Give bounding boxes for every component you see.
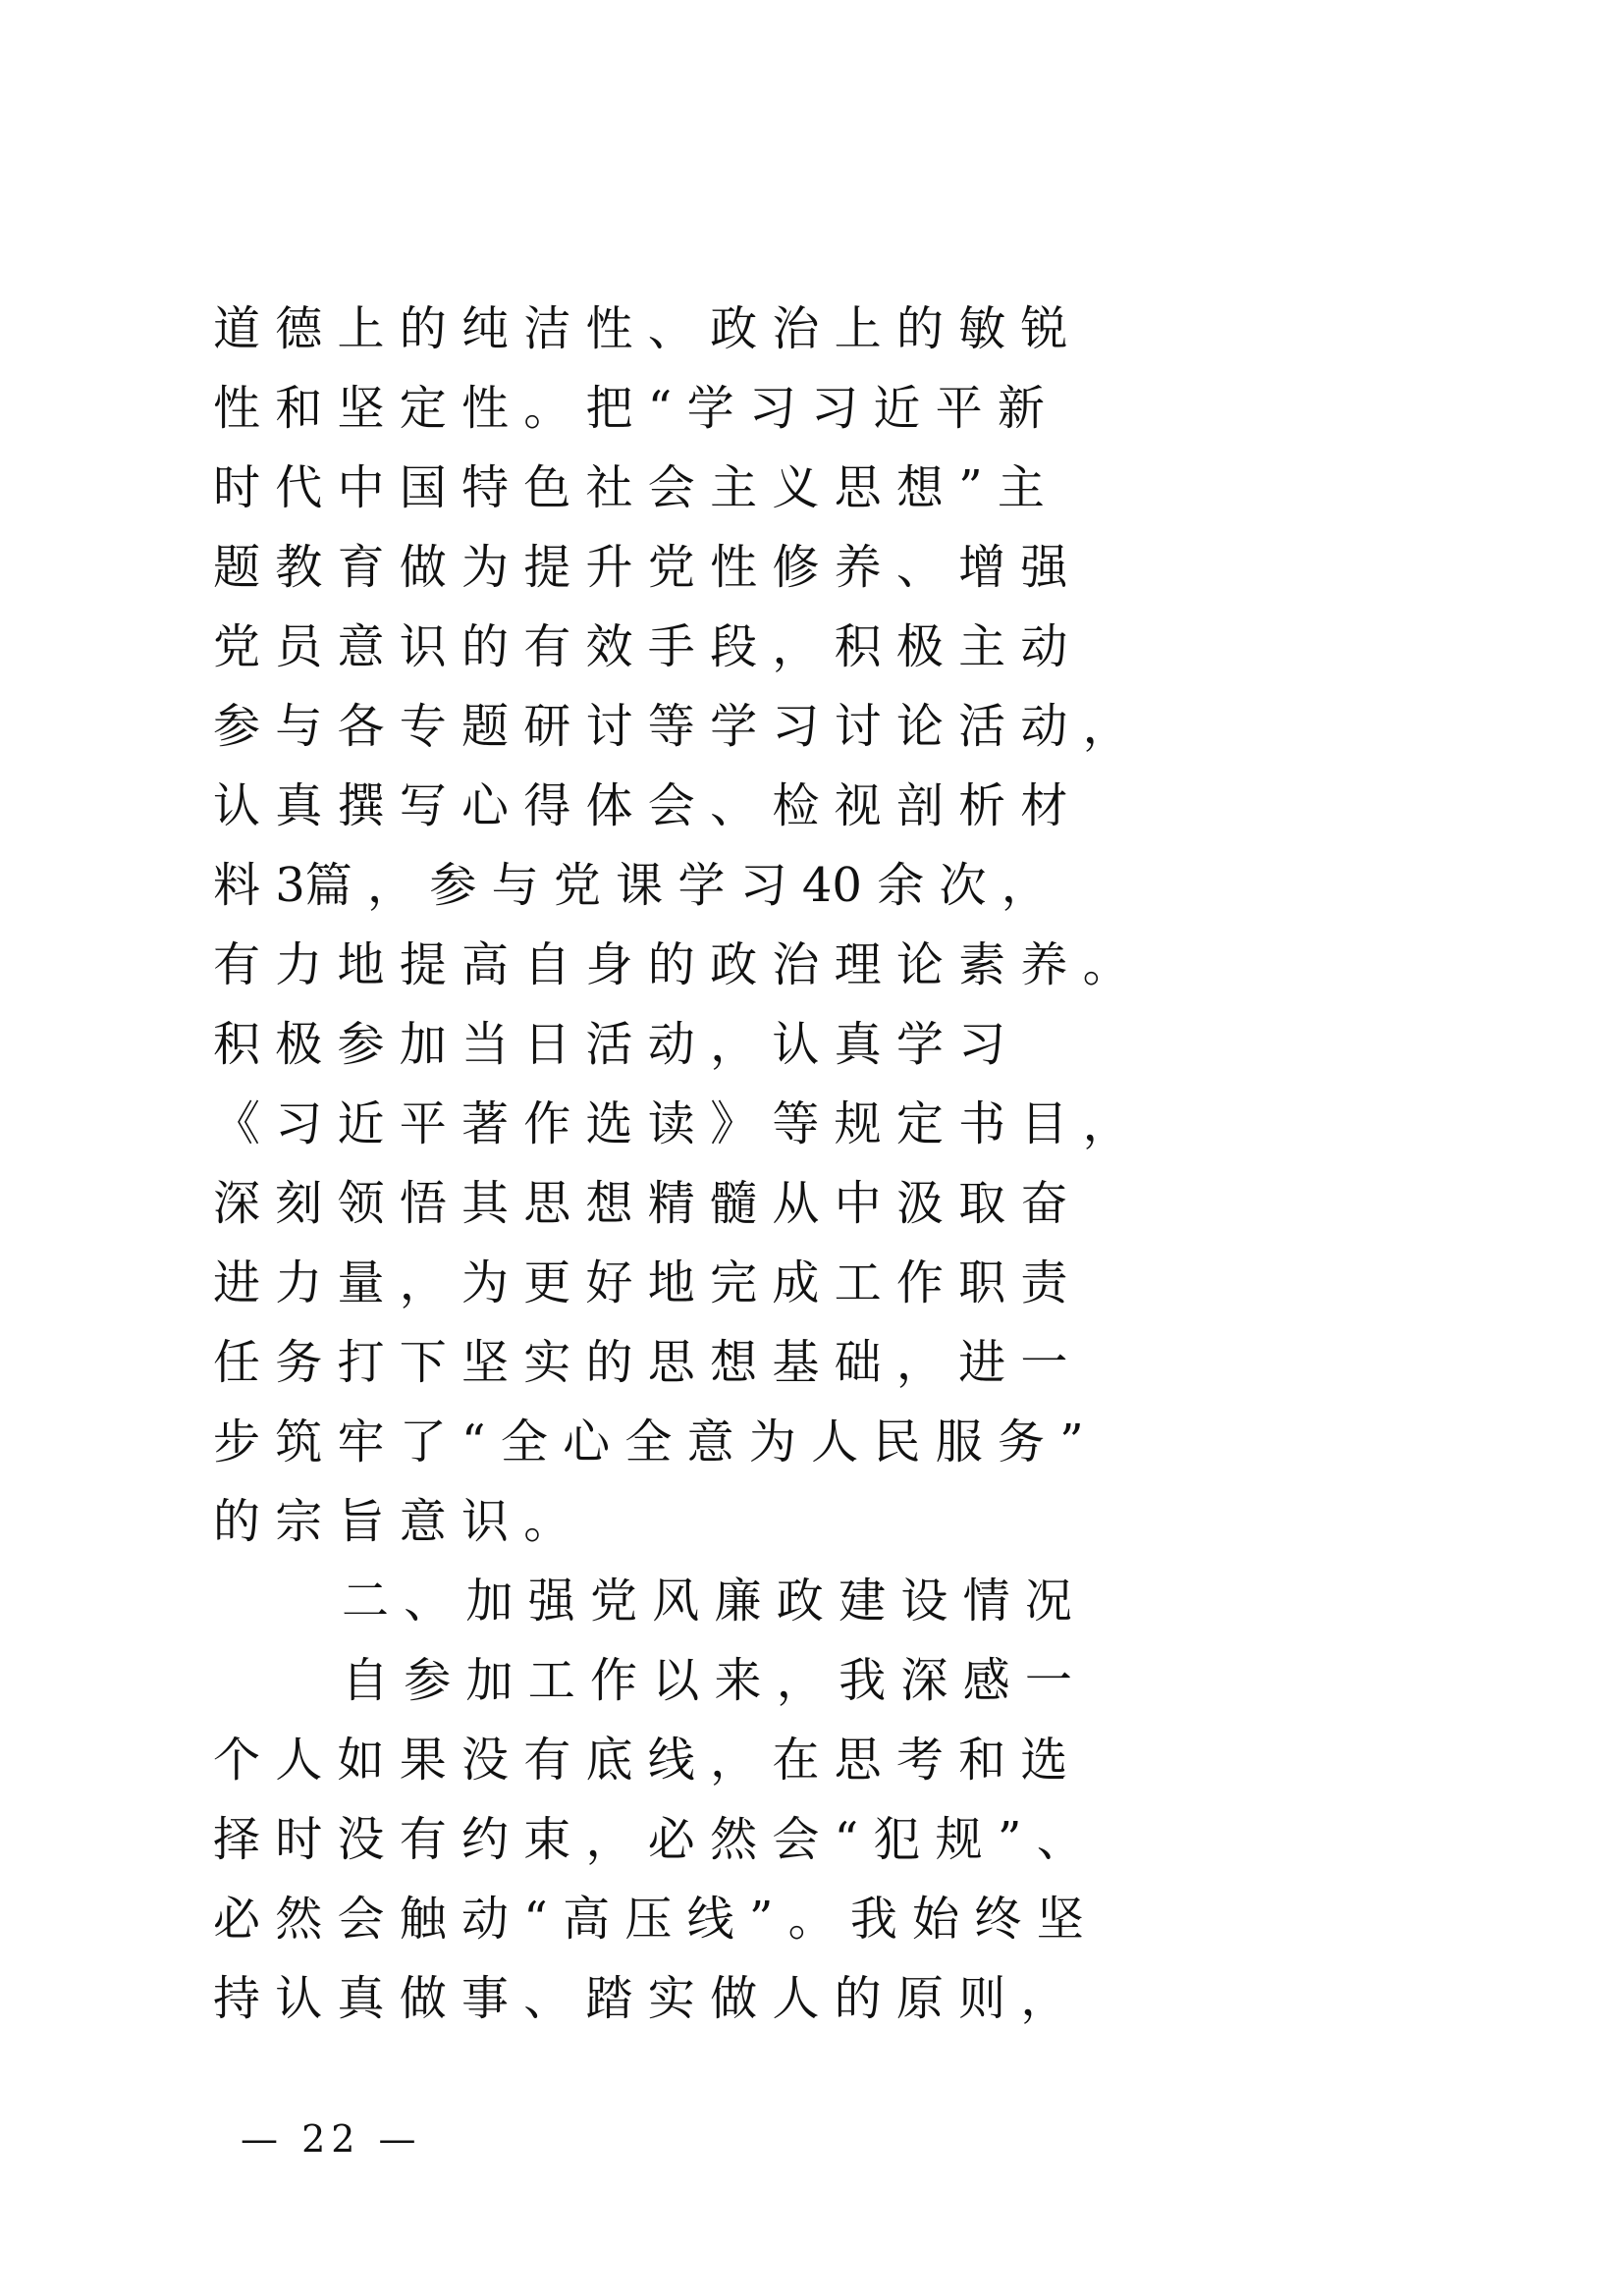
text-line: 《 习 近 平 著 作 选 读 》 等 规 定 书 目 ， [213,1096,1130,1151]
text-line: 性 和 坚 定 性 。 把 “ 学 习 习 近 平 新 [213,381,1045,436]
text-line: 时 代 中 国 特 色 社 会 主 义 思 想 ” 主 [213,460,1045,515]
text-line: 积 极 参 加 当 日 活 动 ， 认 真 学 习 [213,1017,1006,1072]
text-line: 的 宗 旨 意 识 。 [213,1494,571,1549]
text-line: 必 然 会 触 动 “ 高 压 线 ” 。 我 始 终 坚 [213,1892,1084,1947]
text-line: 个 人 如 果 没 有 底 线 ， 在 思 考 和 选 [213,1733,1068,1788]
section-heading: 二 、 加 强 党 风 廉 政 建 设 情 况 [342,1574,1072,1629]
page-number: — 22 — [241,2117,422,2161]
text-line: 任 务 打 下 坚 实 的 思 想 基 础 ， 进 一 [213,1335,1068,1390]
text-line: 道 德 上 的 纯 洁 性 、 政 治 上 的 敏 锐 [213,301,1068,356]
text-line: 认 真 撰 写 心 得 体 会 、 检 视 剖 析 材 [213,778,1068,833]
text-line: 料 3篇 ， 参 与 党 课 学 习 40 余 次 ， [213,858,1049,913]
text-line: 自 参 加 工 作 以 来 ， 我 深 感 一 [342,1653,1072,1708]
text-line: 进 力 量 ， 为 更 好 地 完 成 工 作 职 责 [213,1255,1068,1310]
text-line: 持 认 真 做 事 、 踏 实 做 人 的 原 则 ， [213,1971,1068,2026]
text-line: 参 与 各 专 题 研 讨 等 学 习 讨 论 活 动 ， [213,699,1130,754]
text-line: 择 时 没 有 约 束 ， 必 然 会 “ 犯 规 ” 、 [213,1812,1084,1867]
text-line: 深 刻 领 悟 其 思 想 精 髓 从 中 汲 取 奋 [213,1176,1068,1231]
text-line: 党 员 意 识 的 有 效 手 段 ， 积 极 主 动 [213,619,1068,674]
text-line: 题 教 育 做 为 提 升 党 性 修 养 、 增 强 [213,540,1068,595]
text-line: 有 力 地 提 高 自 身 的 政 治 理 论 素 养 。 [213,937,1130,992]
text-line: 步 筑 牢 了 “ 全 心 全 意 为 人 民 服 务 ” [213,1415,1084,1469]
